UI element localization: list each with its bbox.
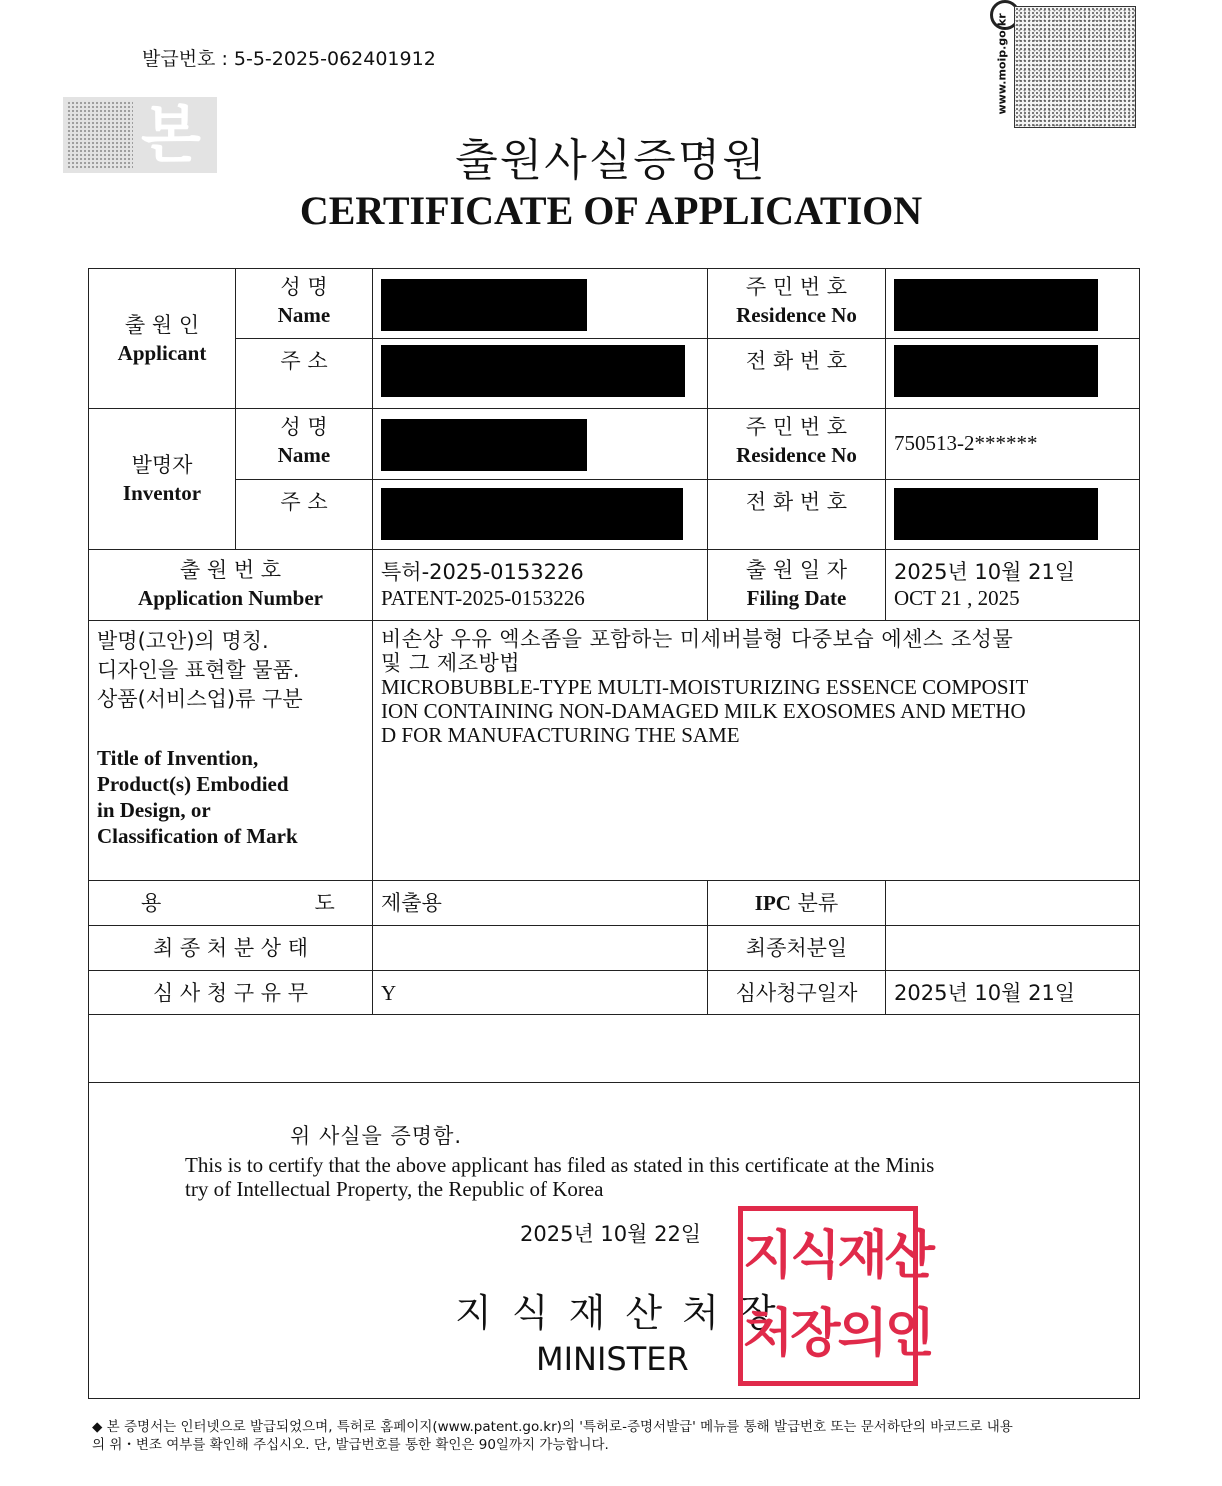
residence-label-ko: 주 민 번 호: [745, 275, 848, 299]
inventor-address-value: [373, 480, 708, 550]
invention-title-ko-1: 비손상 우유 엑소좀을 포함하는 미세버블형 다중보습 에센스 조성물: [381, 627, 1014, 651]
applicant-name-label: [236, 269, 373, 339]
verification-barcode: [1014, 6, 1136, 128]
invention-title-row: [89, 621, 1140, 881]
blank-row: [89, 1015, 1140, 1083]
applicant-address-row: [89, 339, 1140, 409]
applicant-phone-label: 전 화 번 호: [708, 339, 886, 409]
ipc-value: [886, 881, 1140, 926]
invention-title-en-1: MICROBUBBLE-TYPE MULTI-MOISTURIZING ESSENCE COMPOSIT: [381, 675, 1029, 699]
issue-number: 발급번호 : 5-5-2025-062401912: [142, 48, 436, 70]
footnote: [92, 1418, 1132, 1454]
exam-request-label: 심 사 청 구 유 무: [89, 971, 373, 1015]
official-seal: [738, 1206, 932, 1386]
application-number-en: PATENT-2025-0153226: [381, 586, 585, 610]
ipc-label-en: IPC: [754, 891, 791, 915]
certify-statement-en: [185, 1153, 1065, 1201]
inventor-address-row: [89, 480, 1140, 550]
inventor-address-label: 주 소: [236, 480, 373, 550]
filing-date-value: [886, 550, 1140, 621]
inventor-label-ko: 발명자: [131, 453, 193, 477]
redacted-block: [894, 279, 1098, 331]
applicant-label: [89, 269, 236, 409]
inventor-phone-label: 전 화 번 호: [708, 480, 886, 550]
name-label-en: Name: [277, 443, 331, 467]
applicant-address-value: [373, 339, 708, 409]
inventor-name-label: [236, 409, 373, 480]
purpose-row: [89, 881, 1140, 926]
name-label-en: Name: [277, 303, 331, 327]
purpose-label-2: 도: [314, 891, 335, 915]
purpose-label-1: 용: [141, 891, 162, 915]
exam-request-row: [89, 971, 1140, 1015]
certify-date: 2025년 10월 22일: [520, 1222, 702, 1246]
purpose-label: [89, 881, 373, 926]
purpose-value: 제출용: [373, 881, 708, 926]
certify-statement-en-2: try of Intellectual Property, the Republic of Korea: [185, 1177, 604, 1201]
seal-line-2: 처장의인: [743, 1304, 932, 1364]
redacted-block: [894, 488, 1098, 540]
redacted-block: [381, 279, 587, 331]
final-status-row: [89, 926, 1140, 971]
invention-title-en-3: D FOR MANUFACTURING THE SAME: [381, 723, 740, 747]
inventor-name-value: [373, 409, 708, 480]
filing-date-en: OCT 21 , 2025: [894, 586, 1020, 610]
application-number-label-en: Application Number: [138, 586, 323, 610]
blank-cell: [89, 1015, 1140, 1083]
title-label-en-1: Title of Invention,: [97, 746, 259, 770]
invention-title-ko-2: 및 그 제조방법: [381, 651, 521, 675]
certify-statement-en-1: This is to certify that the above applicant has filed as stated in this certificate at the Minis: [185, 1153, 935, 1177]
applicant-phone-value: [886, 339, 1140, 409]
qr-url: www.moip.go.kr: [995, 13, 1009, 115]
signer-ko: 지 식 재 산 처 장: [455, 1291, 780, 1335]
redacted-block: [381, 488, 683, 540]
invention-title-value: [373, 621, 1140, 881]
ipc-label: [708, 881, 886, 926]
title-label-ko-3: 상품(서비스업)류 구분: [97, 687, 303, 711]
redacted-block: [381, 419, 587, 471]
redacted-block: [894, 345, 1098, 397]
inventor-residence-value: 750513-2******: [886, 409, 1140, 480]
invention-title-label: [89, 621, 373, 881]
original-stamp-label: 본: [141, 98, 201, 171]
title-english: CERTIFICATE OF APPLICATION: [299, 188, 923, 233]
final-status-value: [373, 926, 708, 971]
filing-date-label-en: Filing Date: [746, 586, 847, 610]
applicant-label-en: Applicant: [117, 340, 207, 365]
footnote-line-1: ◆ 본 증명서는 인터넷으로 발급되었으며, 특허로 홈페이지(www.patent.go.kr)의 '특허로-증명서발급' 메뉴를 통해 발급번호 또는 문서하단의 바코드로 내용: [92, 1419, 1013, 1435]
inventor-phone-value: [886, 480, 1140, 550]
seal-line-1: 지식재산: [743, 1226, 932, 1286]
residence-label-en: Residence No: [736, 303, 857, 327]
title-label-ko-2: 디자인을 표현할 물품.: [97, 658, 300, 682]
signer-en: MINISTER: [536, 1340, 689, 1378]
filing-date-ko: 2025년 10월 21일: [894, 560, 1076, 584]
filing-date-label: [708, 550, 886, 621]
application-number-label: [89, 550, 373, 621]
filing-date-label-ko: 출 원 일 자: [745, 558, 848, 582]
application-number-label-ko: 출 원 번 호: [179, 558, 282, 582]
applicant-residence-label: [708, 269, 886, 339]
residence-label-en: Residence No: [736, 443, 857, 467]
redacted-block: [381, 345, 685, 397]
name-label-ko: 성 명: [280, 275, 328, 299]
applicant-residence-value: [886, 269, 1140, 339]
applicant-name-row: [89, 269, 1140, 339]
inventor-label-en: Inventor: [122, 481, 202, 505]
footnote-line-2: 의 위・변조 여부를 확인해 주십시오. 단, 발급번호를 통한 확인은 90일까지 가능합니다.: [92, 1437, 609, 1453]
application-number-value: [373, 550, 708, 621]
title-korean: 출원사실증명원: [455, 135, 767, 186]
applicant-name-value: [373, 269, 708, 339]
application-number-ko: 특허-2025-0153226: [381, 560, 584, 584]
application-row: [89, 550, 1140, 621]
final-date-value: [886, 926, 1140, 971]
applicant-address-label: 주 소: [236, 339, 373, 409]
exam-date-label: 심사청구일자: [708, 971, 886, 1015]
inventor-name-row: [89, 409, 1140, 480]
exam-date-value: 2025년 10월 21일: [886, 971, 1140, 1015]
title-label-en-2: Product(s) Embodied: [97, 772, 289, 796]
title-label-en-3: in Design, or: [97, 798, 211, 822]
ipc-label-ko: 분류: [790, 891, 839, 915]
title-label-en-4: Classification of Mark: [97, 824, 298, 848]
applicant-label-ko: 출 원 인: [124, 312, 200, 337]
exam-request-value: Y: [373, 971, 708, 1015]
final-status-label: 최 종 처 분 상 태: [89, 926, 373, 971]
invention-title-en-2: ION CONTAINING NON-DAMAGED MILK EXOSOMES AND METHO: [381, 699, 1026, 723]
residence-label-ko: 주 민 번 호: [745, 415, 848, 439]
name-label-ko: 성 명: [280, 415, 328, 439]
final-date-label: 최종처분일: [708, 926, 886, 971]
inventor-residence-label: [708, 409, 886, 480]
title-label-ko-1: 발명(고안)의 명칭.: [97, 629, 269, 653]
certify-statement-ko: 위 사실을 증명함.: [290, 1124, 463, 1148]
inventor-label: [89, 409, 236, 550]
